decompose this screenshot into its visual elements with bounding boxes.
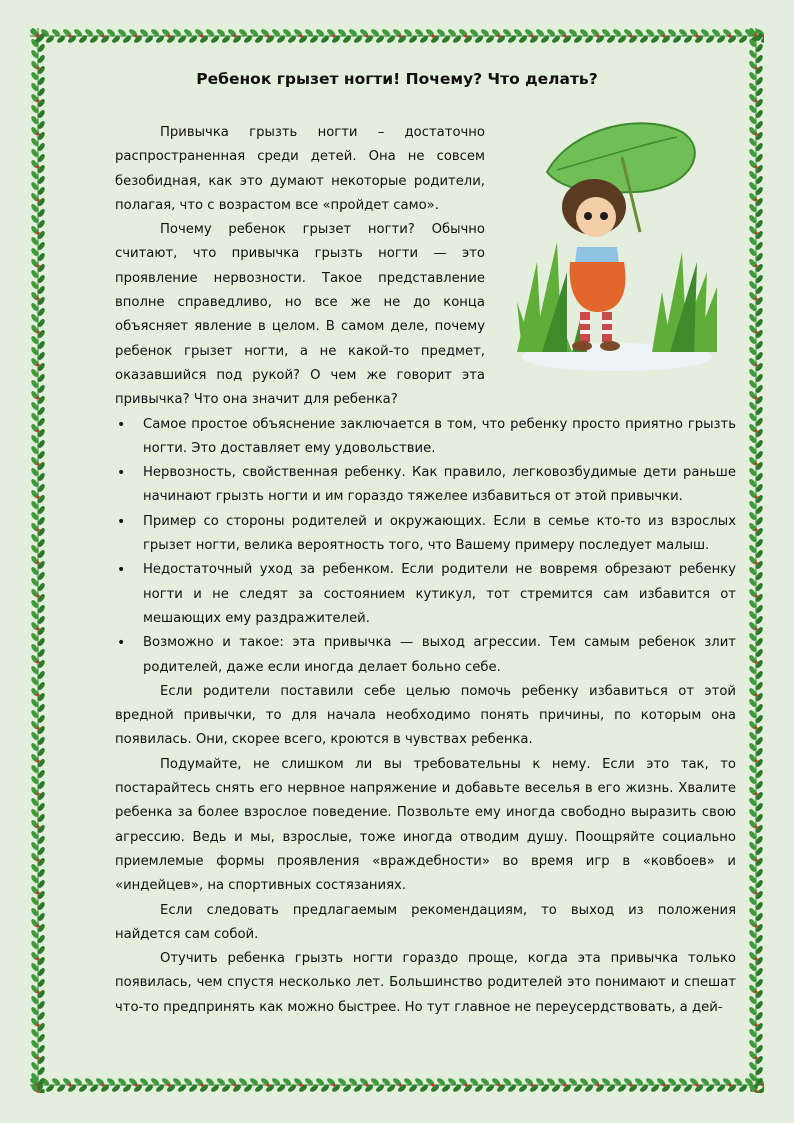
bullet-icon: • bbox=[117, 465, 126, 482]
list-item bbox=[115, 510, 736, 559]
vine-border-left bbox=[30, 28, 46, 1093]
list-item-text: Самое простое объяснение заключается в том, что ребенку просто приятно грызть ногти. Это доставляет ему удовольствие. bbox=[143, 416, 736, 456]
article-body bbox=[115, 121, 736, 1020]
list-item-text: Пример со стороны родителей и окружающих. Если в семье кто-то из взрослых грызет ногти, велика вероятность того, что Вашему примеру последует малыш. bbox=[143, 513, 736, 554]
list-item-text: Возможно и такое: эта привычка — выход агрессии. Тем самым ребенок злит родителей, даже если иногда делает больно себе. bbox=[143, 635, 736, 675]
list-item bbox=[115, 558, 736, 631]
vine-border-icon bbox=[748, 28, 764, 1093]
reasons-list bbox=[115, 413, 736, 680]
list-item-text: Нервозность, свойственная ребенку. Как правило, легковозбудимые дети раньше начинают грызть ногти и им гораздо тяжелее избавиться от этой привычки. bbox=[143, 465, 736, 505]
advice-paragraph-4: Отучить ребенка грызть ногти гораздо проще, когда эта привычка только появилась, чем спустя несколько лет. Большинство родителей это понимают и спешат что-то предпринять как можно быстрее. Но тут главное не переусердствовать, а дей- bbox=[115, 951, 736, 1015]
list-item bbox=[115, 413, 736, 462]
vine-border-bottom bbox=[30, 1077, 764, 1093]
page-title: Ребенок грызет ногти! Почему? Что делать? bbox=[196, 70, 598, 88]
vine-border-right bbox=[748, 28, 764, 1093]
intro-paragraph-2: Почему ребенок грызет ногти? Обычно считают, что привычка грызть ногти — это проявление нервозности. Такое представление вполне справедливо, но все же не до конца объясняет явление в целом. В самом деле, почему ребенок грызет ногти, а не какой-то предмет, оказавшийся под рукой? О чем же говорит эта привычка? Что она значит для ребенка? bbox=[115, 222, 485, 408]
vine-border-top bbox=[30, 28, 764, 44]
vine-border-icon bbox=[30, 28, 46, 1093]
vine-border-icon bbox=[30, 28, 764, 44]
vine-border-icon bbox=[30, 1077, 764, 1093]
advice-paragraph-3: Если следовать предлагаемым рекомендациям, то выход из положения найдется сам собой. bbox=[115, 902, 736, 942]
list-item bbox=[115, 631, 736, 680]
bullet-icon: • bbox=[117, 562, 126, 579]
list-item bbox=[115, 461, 736, 510]
list-item-text: Недостаточный уход за ребенком. Если родители не вовремя обрезают ребенку ногти и не следят за состоянием кутикул, тот стремится сам избавится от мешающих ему раздражителей. bbox=[143, 562, 736, 626]
bullet-icon: • bbox=[117, 635, 126, 652]
bullet-icon: • bbox=[117, 416, 126, 433]
bullet-icon: • bbox=[117, 513, 126, 530]
advice-paragraph-1: Если родители поставили себе целью помочь ребенку избавиться от этой вредной привычки, то для начала необходимо понять причины, по которым она появилась. Они, скорее всего, кроются в чувствах ребенка. bbox=[115, 683, 736, 748]
intro-paragraph-1: Привычка грызть ногти – достаточно распространенная среди детей. Она не совсем безобидная, как это думают некоторые родители, полагая, что с возрастом все «пройдет само». bbox=[115, 125, 485, 213]
advice-paragraph-2: Подумайте, не слишком ли вы требовательны к нему. Если это так, то постарайтесь снять его нервное напряжение и добавьте веселья в его жизнь. Хвалите ребенка за более взрослое поведение. Позвольте ему иногда свободно выразить свою агрессию. Ведь и мы, взрослые, тоже иногда отводим душу. Поощряйте социально приемлемые формы проявления «враждебности» во время игр в «ковбоев» и «индейцев», на спортивных состязаниях. bbox=[115, 756, 736, 894]
